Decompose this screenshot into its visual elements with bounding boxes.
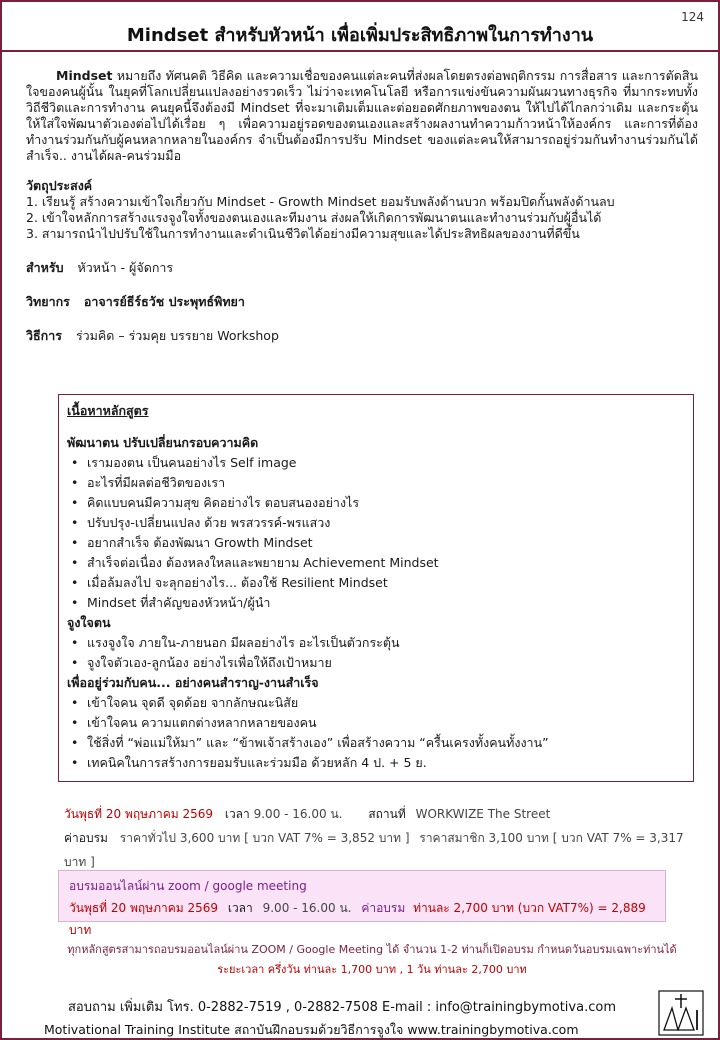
bullet-icon: • [71,475,79,490]
mti-logo-icon [658,990,704,1036]
course-item: • เทคนิคในการสร้างการยอมรับและร่วมมือ ด้วยหลัก 4 ป. + 5 ย. [67,753,685,773]
online-fee: ท่านละ 2,700 บาท (บวก VAT7%) = 2,889 บาท [69,901,646,937]
online-fee-label: ค่าอบรม [361,901,406,915]
bullet-icon: • [71,635,79,650]
main-content [26,68,698,344]
bullet-icon: • [71,535,79,550]
course-item: • Mindset ที่สำคัญของหัวหน้า/ผู้นำ [67,593,685,613]
time-label: เวลา [224,807,250,821]
venue-value: WORKWIZE The Street [415,807,551,821]
for-field [26,260,698,276]
bullet-icon: • [71,695,79,710]
objective-item: 1. เรียนรู้ สร้างความเข้าใจเกี่ยวกับ Mindset - Growth Mindset ยอมรับพลังด้านบวก พร้อมปิดกั้นพลังด้านลบ [26,194,615,209]
intro-text: หมายถึง ทัศนคติ วิธีคิด และความเชื่อของคนแต่ละคนที่ส่งผลโดยตรงต่อพฤติกรรม การสื่อสาร และการตัดสินใจของคนผู้นั้น ในยุคที่โลกเปลี่ยนแปลงอย่างรวดเร็ว ไม่ว่าจะเทคโนโลยี หรือการแข่งขันความผันผวนทางธุรกิจ ที่มากระทบทั้งวิถีชีวิตและการทำงาน คนยุคนี้จึงต้องมี Mindset ที่จะมาเติมเต็มและต่อยอดศักยภาพของตน ให้ไปได้ไกลกว่าเดิม และกระตุ้นให้ใส่ใจพัฒนาตัวเองต่อไปได้เรื่อย ๆ เพื่อความอยู่รอดของตนเองและสร้างผลงานทำความก้าวหน้าให้องค์กร และการที่ต้องทำงานร่วมกันกับผู้คนหลากหลายในองค์กร จำเป็นต้องมีการปรับ Mindset ของแต่ละคนให้สามารถอยู่ร่วมกันทำงานร่วมกันได้สำเร็จ.. งานได้ผล-คนร่วมมือ [26,68,698,163]
schedule-date: วันพุธที่ 20 พฤษภาคม 2569 [64,807,214,821]
fee-line [64,826,704,874]
course-title: เนื้อหาหลักสูตร [67,403,149,418]
bullet-icon: • [71,735,79,750]
online-line [69,897,655,941]
objectives-list [26,194,698,242]
course-group-list [67,453,685,613]
course-group-list [67,633,685,673]
course-item: • คิดแบบคนมีความสุข คิดอย่างไร ตอบสนองอย่างไร [67,493,685,513]
bullet-icon: • [71,495,79,510]
fee-label: ค่าอบรม [64,831,108,845]
schedule-time: 9.00 - 16.00 น. [253,807,343,821]
course-group-heading: เพื่ออยู่ร่วมกับคน... อย่างคนสำราญ-งานสำเร็จ [67,675,319,690]
online-date: วันพุธที่ 20 พฤษภาคม 2569 [69,901,219,915]
bullet-icon: • [71,755,79,770]
page-title: Mindset สำหรับหัวหน้า เพื่อเพิ่มประสิทธิภาพในการทำงาน [126,25,594,46]
fee-member: ราคาสมาชิก 3,100 บาท [ บวก VAT 7% = 3,317 บาท ] [64,831,684,869]
course-item: • อยากสำเร็จ ต้องพัฒนา Growth Mindset [67,533,685,553]
course-item: • อะไรที่มีผลต่อชีวิตของเรา [67,473,685,493]
fee-general: ราคาทั่วไป 3,600 บาท [ บวก VAT 7% = 3,852 บาท ] [119,831,410,845]
speaker-field [26,294,698,310]
online-time-label: เวลา [227,901,253,915]
speaker-value: อาจารย์ธีร์ธวัช ประพุทธ์พิทยา [83,294,245,309]
course-item: • เข้าใจคน จุดดี จุดด้อย จากลักษณะนิสัย [67,693,685,713]
title-divider [2,50,718,52]
course-item: • เข้าใจคน ความแตกต่างหลากหลายของคน [67,713,685,733]
course-item: • ปรับปรุง-เปลี่ยนแปลง ด้วย พรสวรรค์-พรแสวง [67,513,685,533]
course-item: • แรงจูงใจ ภายใน-ภายนอก มีผลอย่างไร อะไรเป็นตัวกระตุ้น [67,633,685,653]
for-value: หัวหน้า - ผู้จัดการ [77,260,174,275]
bullet-icon: • [71,575,79,590]
method-value: ร่วมคิด – ร่วมคุย บรรยาย Workshop [75,328,279,343]
bullet-icon: • [71,595,79,610]
course-item: • ใช้สิ่งที่ “พ่อแม่ให้มา” และ “ข้าพเจ้าสร้างเอง” เพื่อสร้างความ “ครื้นเครงทั้งคนทั้งงาน” [67,733,685,753]
objective-item: 3. สามารถนำไปปรับใช้ในการทำงานและดำเนินชีวิตได้อย่างมีความสุขและได้ประสิทธิผลของงานที่ดีขึ้น [26,226,580,241]
objective-item: 2. เข้าใจหลักการสร้างแรงจูงใจทั้งของตนเองและทีมงาน ส่งผลให้เกิดการพัฒนาตนและทำงานร่วมกับผู้อื่นได้ [26,210,602,225]
institute-line: Motivational Training Institute สถาบันฝึกอบรมด้วยวิธีการจูงใจ www.trainingbymotiva.com [44,1022,579,1037]
schedule-block [64,802,704,874]
method-label: วิธีการ [26,328,62,343]
for-label: สำหรับ [26,260,64,275]
venue-label: สถานที่ [368,807,406,821]
course-group-heading: จูงใจตน [67,615,111,630]
objectives-heading: วัตถุประสงค์ [26,178,93,193]
online-title: อบรมออนไลน์ผ่าน zoom / google meeting [69,879,307,893]
page-number: 124 [681,10,704,24]
course-item: • จูงใจตัวเอง-ลูกน้อง อย่างไรเพื่อให้ถึงเป้าหมาย [67,653,685,673]
bullet-icon: • [71,555,79,570]
note-line-2: ระยะเวลา ครึ่งวัน ท่านละ 1,700 บาท , 1 วัน ท่านละ 2,700 บาท [217,963,527,976]
schedule-line [64,802,704,826]
course-item: • เมื่อล้มลงไป จะลุกอย่างไร... ต้องใช้ Resilient Mindset [67,573,685,593]
contact-line: สอบถาม เพิ่มเติม โทร. 0-2882-7519 , 0-2882-7508 E-mail : info@trainingbymotiva.com [68,1000,616,1015]
course-item: • สำเร็จต่อเนื่อง ต้องหลงใหลและพยายาม Achievement Mindset [67,553,685,573]
speaker-label: วิทยากร [26,294,70,309]
course-group-list [67,693,685,773]
bullet-icon: • [71,515,79,530]
intro-lead: Mindset [56,68,113,83]
bullet-icon: • [71,655,79,670]
method-field [26,328,698,344]
course-group-heading: พัฒนาตน ปรับเปลี่ยนกรอบความคิด [67,435,259,450]
online-time: 9.00 - 16.00 น. [262,901,352,915]
bullet-icon: • [71,455,79,470]
online-note [42,940,702,980]
intro-paragraph [26,68,698,164]
course-item: • เรามองตน เป็นคนอย่างไร Self image [67,453,685,473]
online-training-box [58,870,666,937]
note-line-1: ทุกหลักสูตรสามารถอบรมออนไลน์ผ่าน ZOOM / Google Meeting ได้ จำนวน 1-2 ท่านก็เปิดอบรม กำหนดวันอบรมเฉพาะท่านได้ [67,943,677,956]
bullet-icon: • [71,715,79,730]
course-outline-box [58,394,694,782]
